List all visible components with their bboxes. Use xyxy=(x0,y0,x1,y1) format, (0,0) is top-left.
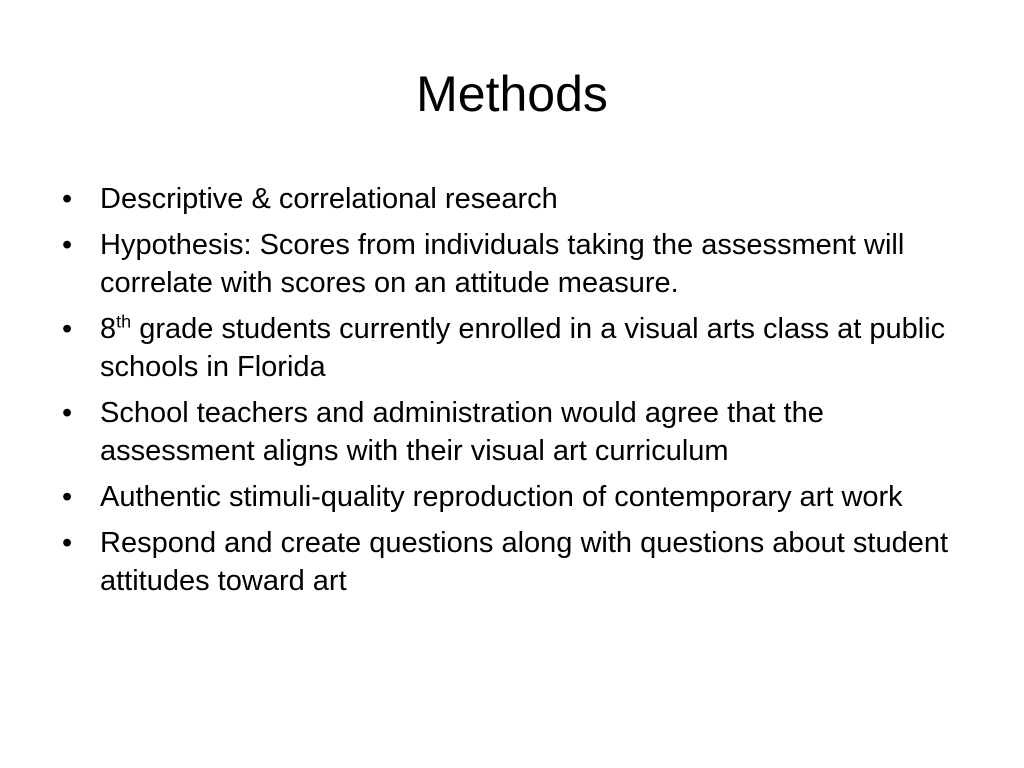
bullet-text: Authentic stimuli-quality reproduction of contemporary art work xyxy=(100,481,903,513)
bullet-dot-icon: • xyxy=(62,527,73,559)
bullet-dot-icon: • xyxy=(62,481,73,513)
bullet-text: School teachers and administration would agree that the assessment aligns with their visual art curriculum xyxy=(100,397,824,467)
bullet-item xyxy=(60,180,960,218)
bullet-text: Hypothesis: Scores from individuals taking the assessment will correlate with scores on an attitude measure. xyxy=(100,229,905,299)
bullet-text: Descriptive & correlational research xyxy=(100,183,558,215)
bullet-prefix: 8 xyxy=(100,313,117,345)
bullet-superscript: th xyxy=(116,311,132,332)
slide-title: Methods xyxy=(416,66,608,122)
bullet-item xyxy=(60,394,960,470)
bullet-dot-icon: • xyxy=(62,229,73,261)
bullet-text: grade students currently enrolled in a visual arts class at public schools in Florida xyxy=(100,313,946,383)
bullet-item xyxy=(60,226,960,302)
bullet-item xyxy=(60,310,960,386)
bullet-list xyxy=(60,180,960,608)
bullet-dot-icon: • xyxy=(62,183,73,215)
bullet-item xyxy=(60,524,960,600)
bullet-item xyxy=(60,478,960,516)
bullet-dot-icon: • xyxy=(62,313,73,345)
bullet-text: Respond and create questions along with questions about student attitudes toward art xyxy=(100,527,949,597)
bullet-dot-icon: • xyxy=(62,397,73,429)
